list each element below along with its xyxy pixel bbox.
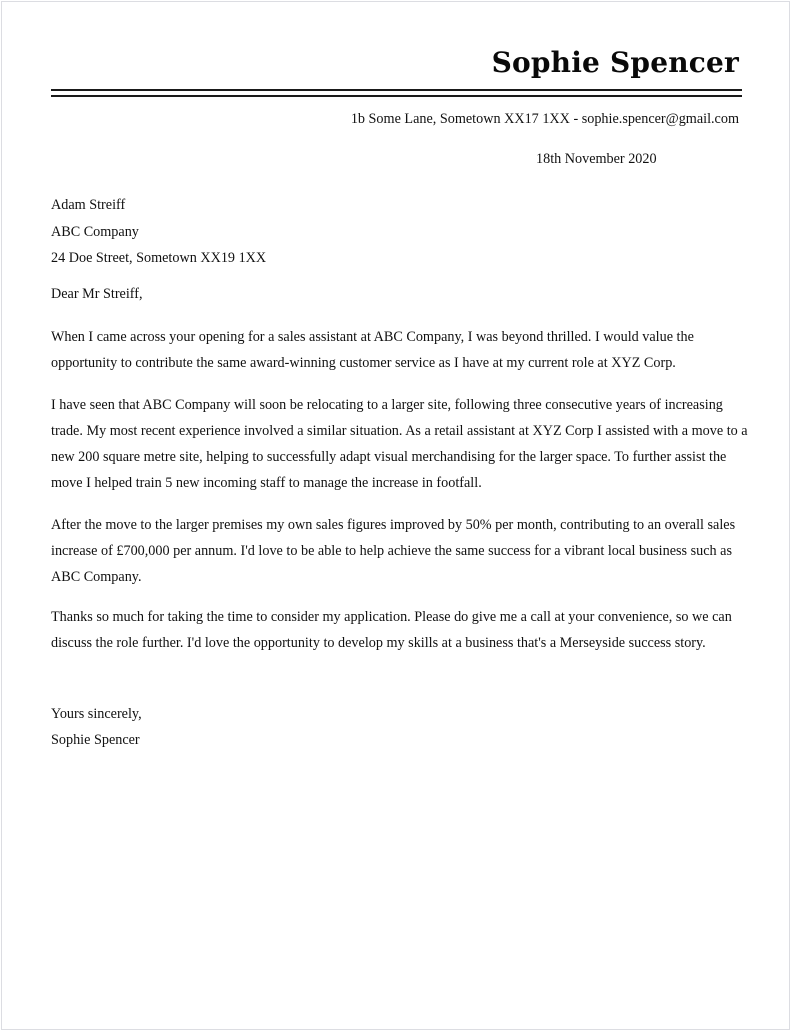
letter-page (1, 1, 790, 1030)
body-paragraph-1: When I came across your opening for a sales assistant at ABC Company, I was beyond thrilled. I would value the opportunity to contribute the same award-winning customer service as I have at my current role at XYZ Corp. (51, 329, 694, 371)
body-paragraph-3: After the move to the larger premises my own sales figures improved by 50% per month, contributing to an overall sales increase of £700,000 per annum. I'd love to be able to help achieve the same success for a vibrant local business such as ABC Company. (51, 517, 736, 585)
sender-name: Sophie Spencer (491, 46, 739, 79)
closing-signoff: Yours sincerely, (51, 706, 142, 722)
recipient-name: Adam Streiff (51, 197, 126, 213)
letter-date: 18th November 2020 (536, 151, 657, 167)
body-paragraph-2: I have seen that ABC Company will soon be relocating to a larger site, following three consecutive years of increasing trade. My most recent experience involved a similar situation. As a retail assistant at XYZ Corp I assisted with a move to a new 200 square metre site, helping to successfully adapt visual merchandising for the larger space. To further assist the move I helped train 5 new incoming staff to manage the increase in footfall. (51, 397, 748, 491)
closing-block (51, 701, 142, 753)
closing-signature: Sophie Spencer (51, 732, 140, 748)
recipient-address: 24 Doe Street, Sometown XX19 1XX (51, 250, 267, 266)
header-rule-bottom (51, 95, 742, 97)
header-rule-top (51, 89, 742, 91)
sender-contact: 1b Some Lane, Sometown XX17 1XX - sophie.spencer@gmail.com (350, 111, 739, 127)
recipient-block (51, 192, 266, 272)
salutation: Dear Mr Streiff, (51, 286, 143, 302)
recipient-company: ABC Company (51, 223, 139, 240)
body-paragraph-4: Thanks so much for taking the time to consider my application. Please do give me a call at your convenience, so we can discuss the role further. I'd love the opportunity to develop my skills at a business that's a Merseyside success story. (51, 609, 732, 651)
